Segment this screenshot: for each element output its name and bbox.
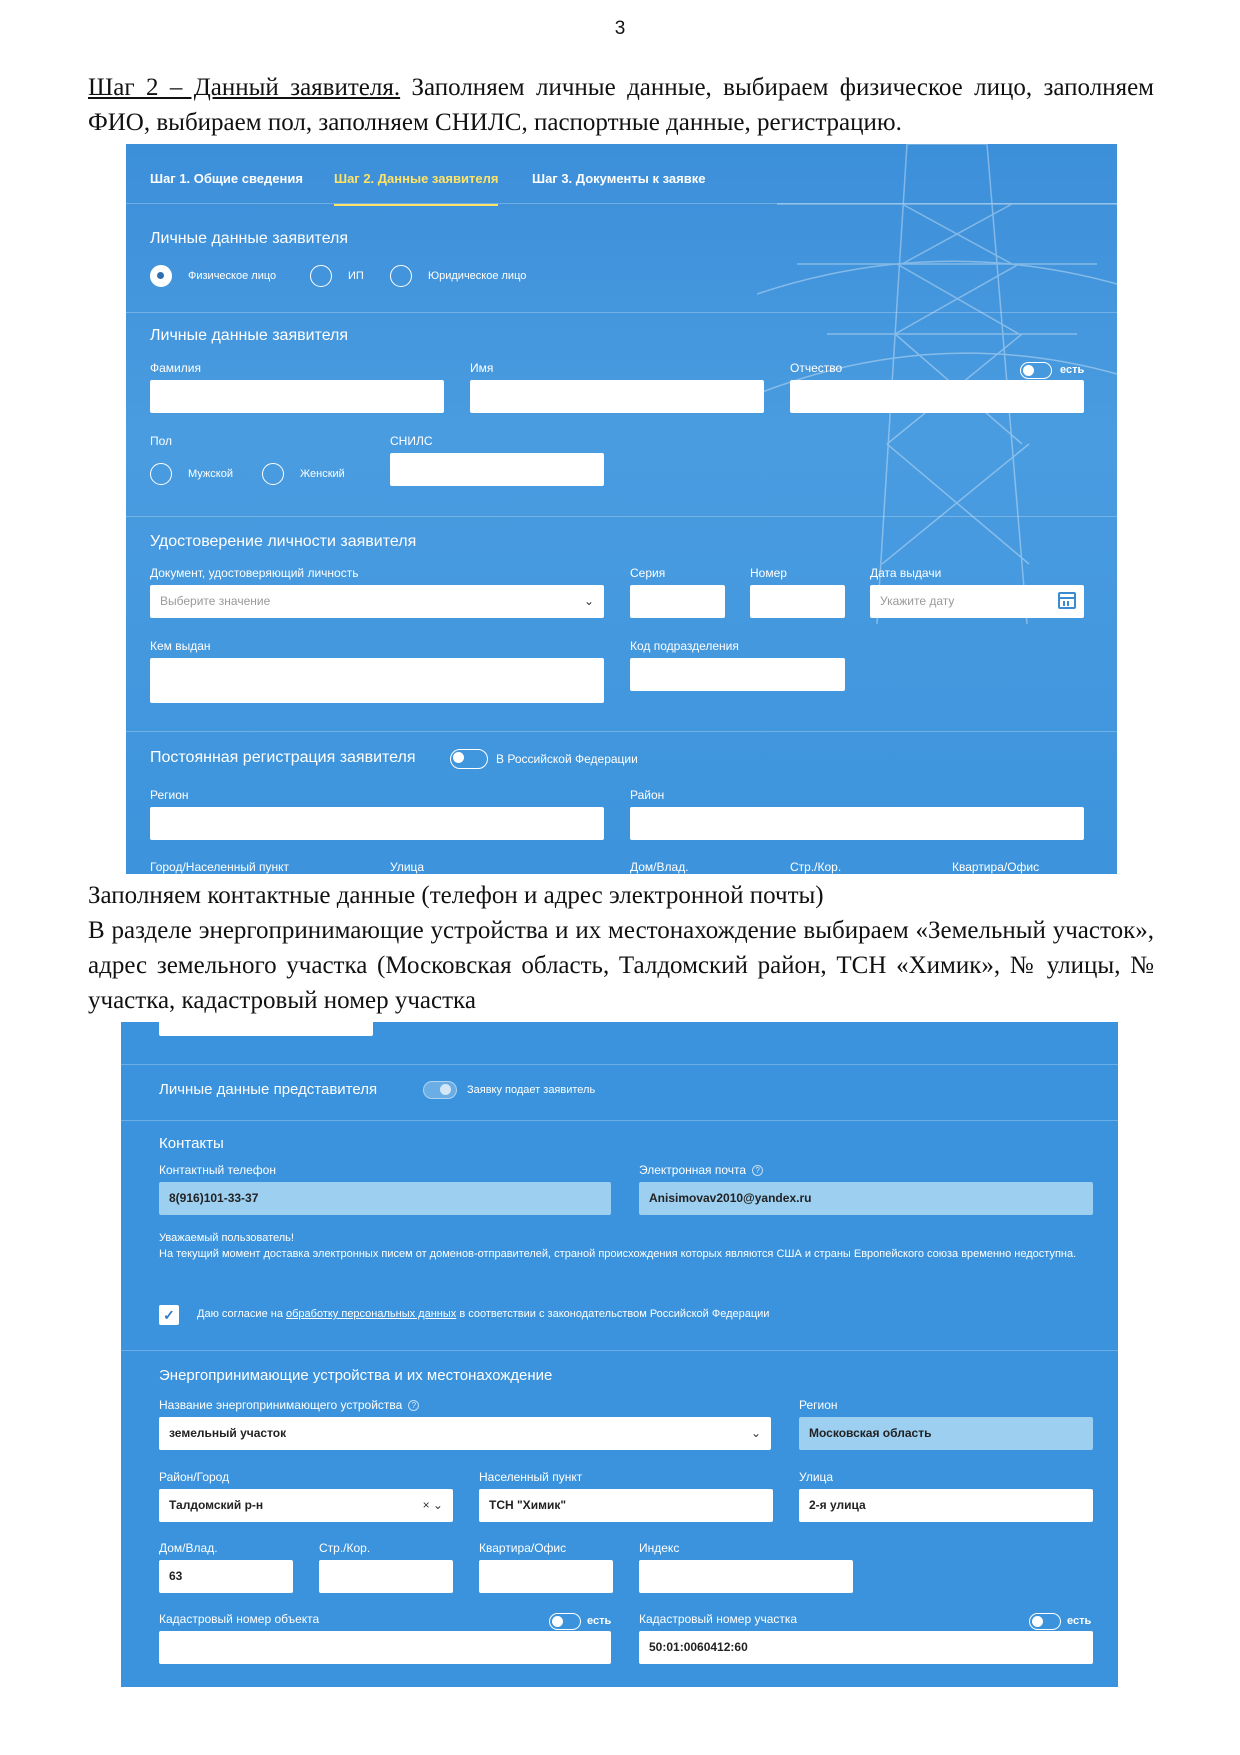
device-street-input[interactable]: 2-я улица <box>799 1489 1093 1522</box>
tab-step-1[interactable]: Шаг 1. Общие сведения <box>150 171 303 186</box>
document-label: Документ, удостоверяющий личность <box>150 566 359 580</box>
partial-input[interactable] <box>159 1022 373 1036</box>
house-label: Дом/Влад. <box>630 860 689 874</box>
number-input[interactable] <box>750 585 845 618</box>
check-icon: ✓ <box>163 1307 175 1323</box>
device-building-input[interactable] <box>319 1560 453 1593</box>
russia-toggle[interactable] <box>450 749 488 769</box>
help-icon[interactable]: ? <box>408 1400 419 1411</box>
cadastral-object-toggle-label: есть <box>587 1615 612 1627</box>
device-apartment-input[interactable] <box>479 1560 613 1593</box>
devices-title: Энергопринимающие устройства и их местонахождение <box>159 1367 553 1384</box>
radio-individual-label: Физическое лицо <box>188 270 277 282</box>
apartment-label: Квартира/Офис <box>952 860 1040 874</box>
device-district-value: Талдомский р-н <box>169 1498 264 1512</box>
notice-title: Уважаемый пользователь! <box>159 1232 294 1244</box>
device-name-select[interactable] <box>159 1417 771 1450</box>
gender-label: Пол <box>150 434 173 448</box>
russia-toggle-label: В Российской Федерации <box>496 752 638 766</box>
phone-label: Контактный телефон <box>159 1163 276 1177</box>
device-house-input[interactable]: 63 <box>159 1560 293 1593</box>
radio-female[interactable] <box>262 463 284 485</box>
device-house-label: Дом/Влад. <box>159 1541 218 1555</box>
number-label: Номер <box>750 566 787 580</box>
device-street-label: Улица <box>799 1470 834 1484</box>
division-code-input[interactable] <box>630 658 845 691</box>
patronymic-label: Отчество <box>790 361 843 375</box>
consent-label <box>197 1308 769 1320</box>
radio-entrepreneur[interactable] <box>310 265 332 287</box>
radio-male-label: Мужской <box>188 468 233 480</box>
cadastral-object-label: Кадастровый номер объекта <box>159 1612 320 1626</box>
issue-date-placeholder: Укажите дату <box>880 594 955 608</box>
consent-suffix: в соответствии с законодательством Российской Федерации <box>456 1308 770 1320</box>
radio-legal-entity-label: Юридическое лицо <box>428 270 527 282</box>
representative-toggle[interactable] <box>423 1081 457 1099</box>
device-district-select[interactable] <box>159 1489 453 1522</box>
series-label: Серия <box>630 566 666 580</box>
device-apartment-label: Квартира/Офис <box>479 1541 567 1555</box>
surname-input[interactable] <box>150 380 444 413</box>
cadastral-plot-input[interactable]: 50:01:0060412:60 <box>639 1631 1093 1664</box>
representative-title: Личные данные представителя <box>159 1081 378 1098</box>
middle-paragraph <box>88 878 1154 1018</box>
radio-entrepreneur-label: ИП <box>348 270 364 282</box>
representative-toggle-label: Заявку подает заявитель <box>467 1084 596 1096</box>
radio-female-label: Женский <box>300 468 345 480</box>
help-icon[interactable]: ? <box>752 1165 763 1176</box>
middle-line-1: Заполняем контактные данные (телефон и адрес электронной почты) <box>88 882 824 909</box>
divider <box>126 731 1117 732</box>
registration-title: Постоянная регистрация заявителя <box>150 749 416 766</box>
applicant-form-screenshot <box>126 144 1117 874</box>
chevron-down-icon: ⌄ <box>583 594 594 608</box>
radio-legal-entity[interactable] <box>390 265 412 287</box>
device-name-label <box>159 1398 419 1412</box>
device-region-input[interactable]: Московская область <box>799 1417 1093 1450</box>
consent-checkbox[interactable] <box>159 1305 179 1325</box>
city-label: Город/Населенный пункт <box>150 860 290 874</box>
issued-by-input[interactable] <box>150 658 604 703</box>
divider <box>121 1350 1118 1351</box>
email-label <box>639 1163 763 1177</box>
consent-link[interactable]: обработку персональных данных <box>286 1308 457 1320</box>
district-input[interactable] <box>630 807 1084 840</box>
issue-date-input[interactable] <box>870 585 1084 618</box>
cadastral-object-toggle[interactable] <box>549 1613 581 1630</box>
intro-paragraph <box>88 70 1154 140</box>
radio-male[interactable] <box>150 463 172 485</box>
middle-line-2: В разделе энергопринимающие устройства и их местонахождение выбираем «Земельный участок», адрес земельного участка (Московская область, Талдомский район, ТСН «Химик», № улицы, № участка, кадастровый номер участка <box>88 917 1154 1014</box>
email-input[interactable]: Anisimovav2010@yandex.ru <box>639 1182 1093 1215</box>
device-name-label-text: Название энергопринимающего устройства <box>159 1398 403 1412</box>
calendar-icon[interactable] <box>1058 592 1076 609</box>
name-input[interactable] <box>470 380 764 413</box>
patronymic-toggle-label: есть <box>1060 364 1085 376</box>
district-label: Район <box>630 788 665 802</box>
cadastral-plot-toggle-label: есть <box>1067 1615 1092 1627</box>
building-label: Стр./Кор. <box>790 860 842 874</box>
region-label: Регион <box>150 788 189 802</box>
snils-input[interactable] <box>390 453 604 486</box>
applicant-type-title: Личные данные заявителя <box>150 230 349 247</box>
steps-header <box>126 144 1117 204</box>
intro-text: Заполняем личные данные, выбираем физическое лицо, заполняем ФИО, выбираем пол, заполняем СНИЛС, паспортные данные, регистрацию. <box>88 74 1154 136</box>
issued-by-label: Кем выдан <box>150 639 211 653</box>
radio-individual[interactable] <box>150 265 172 287</box>
phone-input[interactable]: 8(916)101-33-37 <box>159 1182 611 1215</box>
series-input[interactable] <box>630 585 725 618</box>
divider <box>121 1064 1118 1065</box>
locality-input[interactable]: ТСН "Химик" <box>479 1489 773 1522</box>
chevron-down-icon: ⌄ <box>750 1426 761 1440</box>
divider <box>126 312 1117 313</box>
notice-block <box>159 1230 1089 1262</box>
division-code-label: Код подразделения <box>630 639 739 653</box>
divider <box>126 516 1117 517</box>
contacts-title: Контакты <box>159 1135 224 1152</box>
locality-label: Населенный пункт <box>479 1470 583 1484</box>
personal-data-title: Личные данные заявителя <box>150 327 349 344</box>
name-label: Имя <box>470 361 494 375</box>
patronymic-input[interactable] <box>790 380 1084 413</box>
device-building-label: Стр./Кор. <box>319 1541 371 1555</box>
street-label: Улица <box>390 860 425 874</box>
page-number: 3 <box>614 18 626 39</box>
region-input[interactable] <box>150 807 604 840</box>
surname-label: Фамилия <box>150 361 201 375</box>
divider <box>121 1120 1118 1121</box>
contacts-form-screenshot <box>121 1022 1118 1687</box>
document-select[interactable] <box>150 585 604 618</box>
index-input[interactable] <box>639 1560 853 1593</box>
step-title: Шаг 2 – Данный заявителя. <box>88 74 401 101</box>
index-label: Индекс <box>639 1541 680 1555</box>
patronymic-toggle[interactable] <box>1020 362 1052 379</box>
device-name-value: земельный участок <box>169 1426 287 1440</box>
document-select-value: Выберите значение <box>160 594 271 608</box>
cadastral-object-input[interactable] <box>159 1631 611 1664</box>
snils-label: СНИЛС <box>390 434 433 448</box>
tab-step-2[interactable]: Шаг 2. Данные заявителя <box>334 171 499 186</box>
identity-title: Удостоверение личности заявителя <box>150 533 417 550</box>
notice-text: На текущий момент доставка электронных писем от доменов-отправителей, страной происхождения которых являются США и страны Европейского союза временно недоступна. <box>159 1248 1077 1260</box>
cadastral-plot-label: Кадастровый номер участка <box>639 1612 798 1626</box>
device-district-label: Район/Город <box>159 1470 230 1484</box>
consent-prefix: Даю согласие на <box>197 1308 286 1320</box>
tab-step-3[interactable]: Шаг 3. Документы к заявке <box>532 171 706 186</box>
email-label-text: Электронная почта <box>639 1163 747 1177</box>
cadastral-plot-toggle[interactable] <box>1029 1613 1061 1630</box>
device-region-label: Регион <box>799 1398 838 1412</box>
issue-date-label: Дата выдачи <box>870 566 942 580</box>
clear-chevron-icon[interactable]: × ⌄ <box>422 1498 443 1512</box>
